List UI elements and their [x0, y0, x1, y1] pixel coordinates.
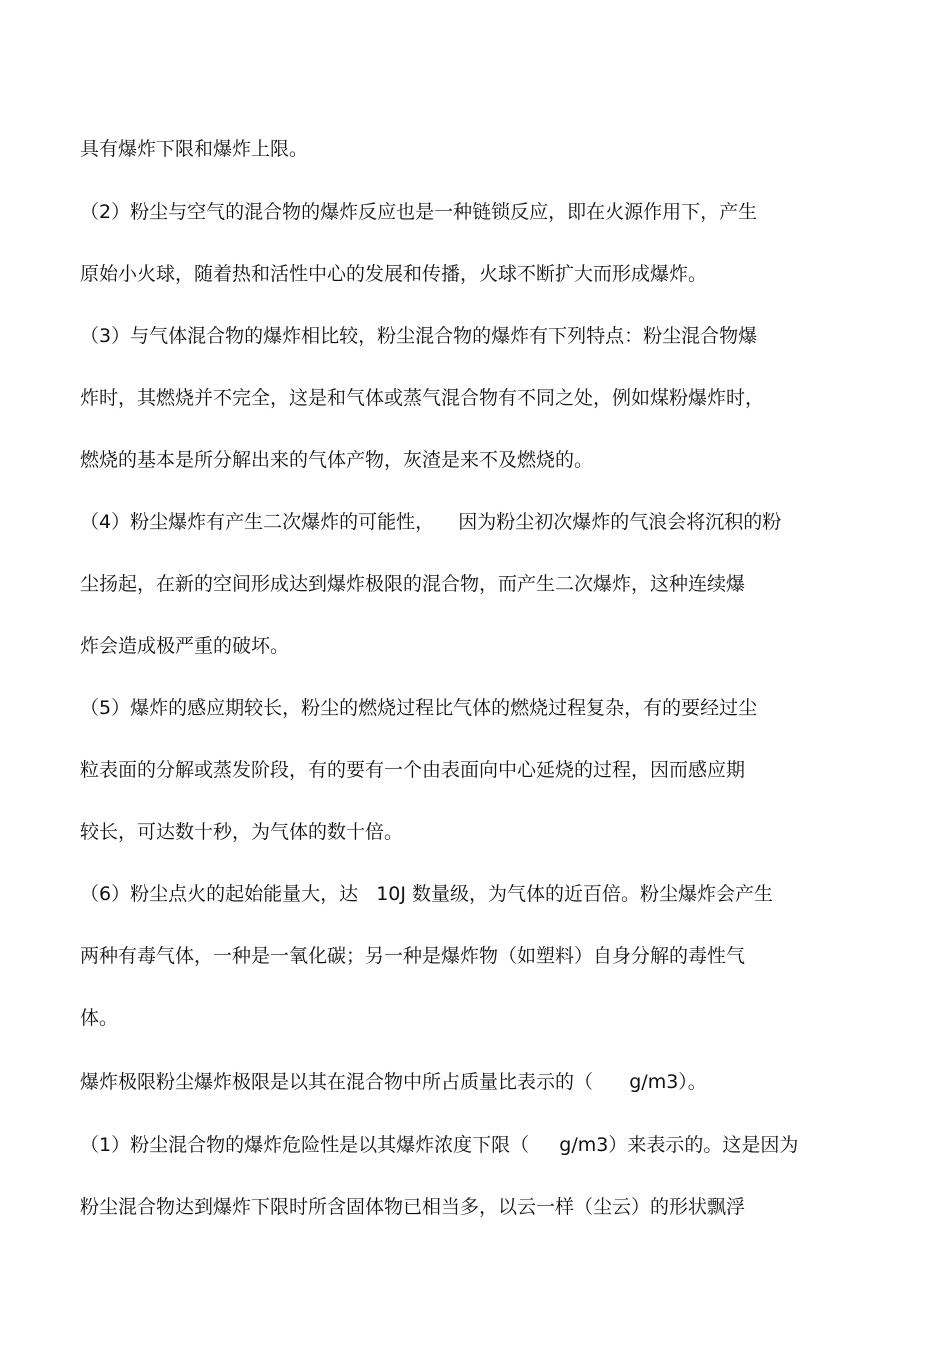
text-line: （6）粉尘点火的起始能量大，达 10J 数量级，为气体的近百倍。粉尘爆炸会产生	[80, 883, 774, 905]
text-line: （1）粉尘混合物的爆炸危险性是以其爆炸浓度下限（ g/m3）来表示的。这是因为	[80, 1134, 799, 1156]
text-line: 原始小火球，随着热和活性中心的发展和传播，火球不断扩大而形成爆炸。	[80, 263, 708, 285]
text-line: 体。	[80, 1007, 119, 1029]
text-line: 爆炸极限粉尘爆炸极限是以其在混合物中所占质量比表示的（ g/m3）。	[80, 1071, 707, 1093]
text-line: 较长，可达数十秒，为气体的数十倍。	[80, 821, 404, 843]
text-line: 炸会造成极严重的破坏。	[80, 635, 290, 657]
text-line: 粒表面的分解或蒸发阶段，有的要有一个由表面向中心延烧的过程，因而感应期	[80, 759, 746, 781]
text-line: 两种有毒气体，一种是一氧化碳；另一种是爆炸物（如塑料）自身分解的毒性气	[80, 945, 746, 967]
text-line: 粉尘混合物达到爆炸下限时所含固体物已相当多，以云一样（尘云）的形状飘浮	[80, 1196, 746, 1218]
text-line: 尘扬起，在新的空间形成达到爆炸极限的混合物，而产生二次爆炸，这种连续爆	[80, 573, 746, 595]
text-line: （5）爆炸的感应期较长，粉尘的燃烧过程比气体的燃烧过程复杂，有的要经过尘	[80, 697, 758, 719]
text-line: 燃烧的基本是所分解出来的气体产物，灰渣是来不及燃烧的。	[80, 449, 594, 471]
text-line: （3）与气体混合物的爆炸相比较，粉尘混合物的爆炸有下列特点：粉尘混合物爆	[80, 325, 758, 347]
text-line: 具有爆炸下限和爆炸上限。	[80, 138, 309, 160]
text-line: 炸时，其燃烧并不完全，这是和气体或蒸气混合物有不同之处，例如煤粉爆炸时，	[80, 387, 765, 409]
text-line: （2）粉尘与空气的混合物的爆炸反应也是一种链锁反应，即在火源作用下，产生	[80, 201, 758, 223]
text-line: （4）粉尘爆炸有产生二次爆炸的可能性， 因为粉尘初次爆炸的气浪会将沉积的粉	[80, 511, 782, 533]
